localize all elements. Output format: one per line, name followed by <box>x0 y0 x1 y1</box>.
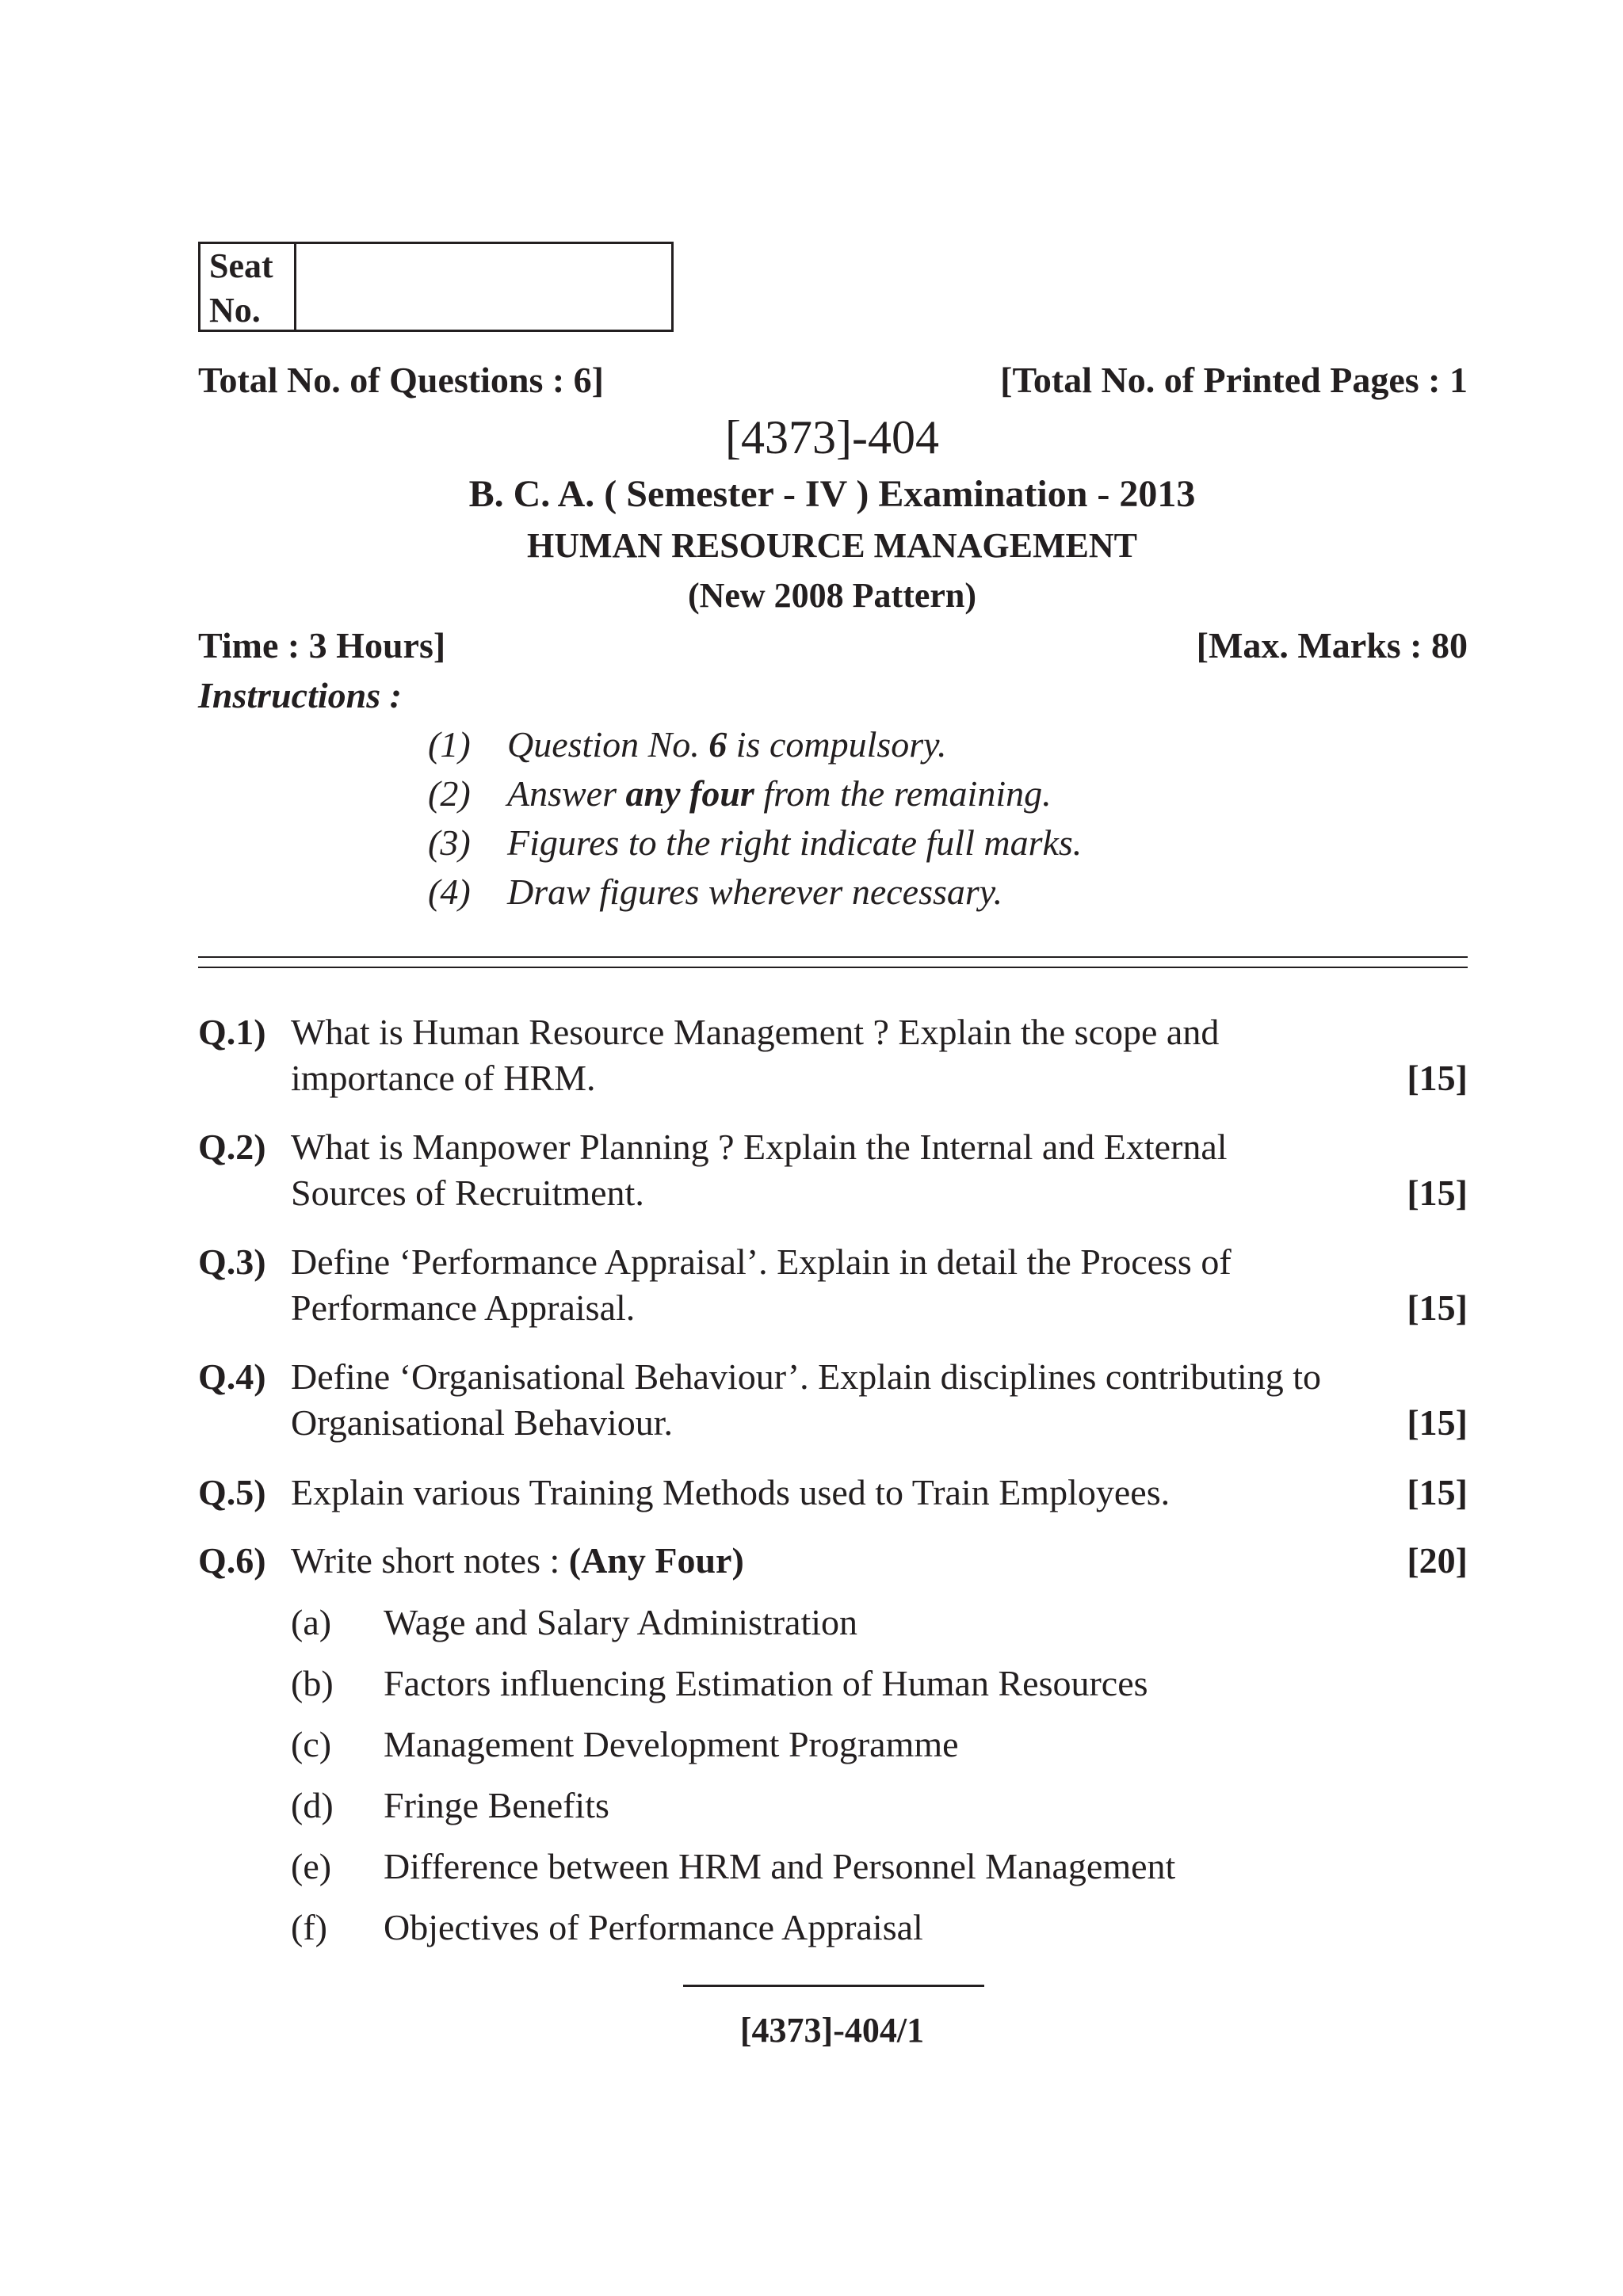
question-marks: [15] <box>1407 1402 1468 1443</box>
seat-label-line1: Seat <box>209 246 273 285</box>
total-questions: Total No. of Questions : 6] <box>198 360 604 400</box>
instructions-list: (1) Question No. 6 is compulsory. (2) Answer any four from the remaining. (3) Figures to the right indicate full marks. (4) Draw figures wherever necessary. <box>428 724 1083 912</box>
question-3: Q.3) Define ‘Performance Appraisal’. Explain in detail the Process of Performance Appraisal. [15] <box>198 1239 1468 1334</box>
subject-title: HUMAN RESOURCE MANAGEMENT <box>527 526 1137 565</box>
question-number: Q.6) <box>198 1540 266 1581</box>
question-2: Q.2) What is Manpower Planning ? Explain the Internal and External Sources of Recruitment. [15] <box>198 1124 1468 1219</box>
question-4: Q.4) Define ‘Organisational Behaviour’. Explain disciplines contributing to Organisational Behaviour. [15] <box>198 1354 1468 1449</box>
question-marks: [15] <box>1407 1058 1468 1098</box>
question-marks: [15] <box>1407 1287 1468 1328</box>
time-allowed: Time : 3 Hours] <box>198 625 446 666</box>
divider-bottom <box>198 967 1468 968</box>
question-marks: [20] <box>1407 1540 1468 1581</box>
exam-title: B. C. A. ( Semester - IV ) Examination - 2013 <box>468 473 1196 515</box>
max-marks: [Max. Marks : 80 <box>1196 625 1468 666</box>
question-number: Q.3) <box>198 1241 266 1282</box>
paper-code: [4373]-404 <box>725 411 939 463</box>
footer-rule <box>683 1985 984 1987</box>
divider-top <box>198 956 1468 958</box>
question-5: Q.5) Explain various Training Methods used to Train Employees. [15] <box>198 1470 1468 1517</box>
question-marks: [15] <box>1407 1173 1468 1213</box>
pattern-title: (New 2008 Pattern) <box>687 576 977 615</box>
question-number: Q.2) <box>198 1127 266 1167</box>
seat-label-line2: No. <box>209 291 261 330</box>
question-1: Q.1) What is Human Resource Management ? Explain the scope and importance of HRM. [15] <box>198 1009 1468 1104</box>
question-number: Q.1) <box>198 1012 266 1052</box>
question-number: Q.5) <box>198 1472 266 1512</box>
footer-page-code: [4373]-404/1 <box>739 2011 925 2050</box>
question-number: Q.4) <box>198 1356 266 1397</box>
total-printed-pages: [Total No. of Printed Pages : 1 <box>1000 360 1468 400</box>
seat-number-label <box>200 244 296 330</box>
instructions-heading: Instructions : <box>198 675 402 715</box>
seat-number-box <box>198 242 674 332</box>
question-marks: [15] <box>1407 1472 1468 1512</box>
question-6: Q.6) Write short notes : (Any Four) [20] <box>198 1538 1468 1585</box>
